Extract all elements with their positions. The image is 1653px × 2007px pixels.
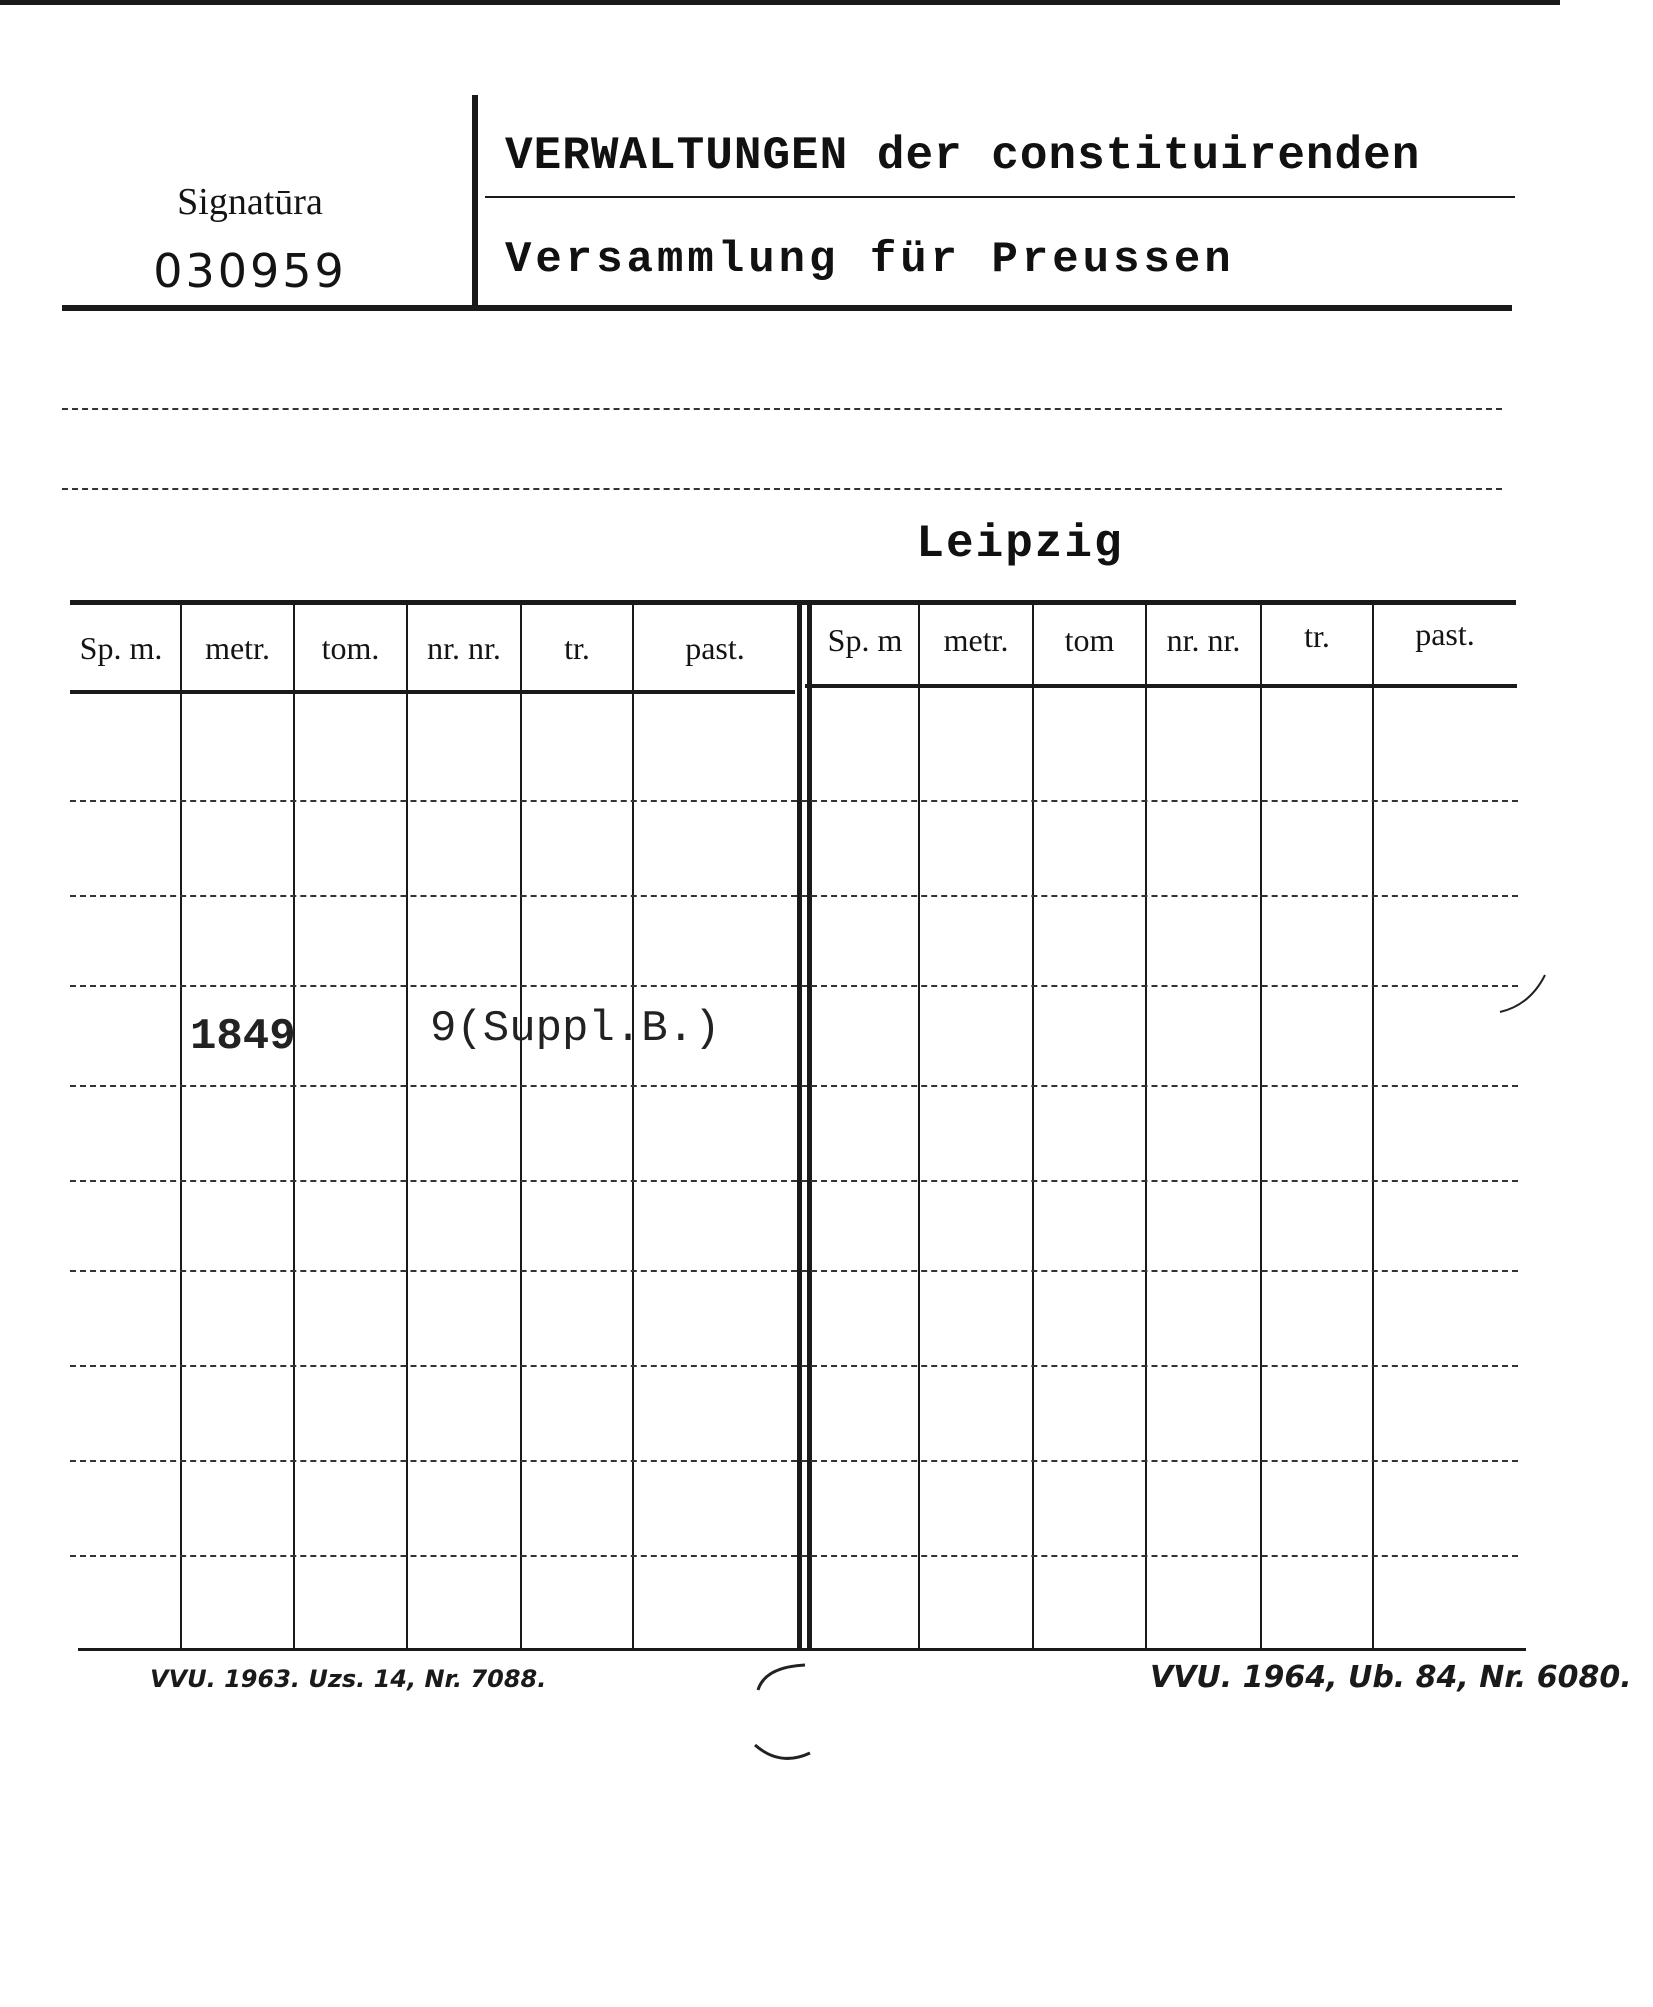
row-line bbox=[70, 1270, 1518, 1272]
center-divider bbox=[807, 600, 812, 1650]
column-line bbox=[293, 605, 295, 1648]
column-line bbox=[632, 605, 634, 1648]
column-line bbox=[918, 605, 920, 1648]
entry-number: 9(Suppl.B.) bbox=[430, 1004, 721, 1054]
place-label: Leipzig bbox=[916, 518, 1124, 570]
column-line bbox=[406, 605, 408, 1648]
row-line bbox=[70, 895, 1518, 897]
handwritten-note-left: VVU. 1963. Uzs. 14, Nr. 7088. bbox=[150, 1665, 547, 1693]
margin-mark bbox=[1495, 970, 1555, 1020]
top-edge-line bbox=[0, 0, 1560, 5]
title-underline bbox=[485, 196, 1515, 198]
header-past-left: past. bbox=[685, 630, 745, 666]
header-divider bbox=[472, 95, 478, 307]
header-sp-m-left: Sp. m. bbox=[79, 630, 163, 666]
ruled-line bbox=[62, 488, 1502, 490]
table-header-rule-left bbox=[70, 690, 795, 694]
handwritten-note-right: VVU. 1964, Ub. 84, Nr. 6080. bbox=[1150, 1660, 1632, 1695]
title-line-1: VERWALTUNGEN der constituirenden bbox=[505, 130, 1421, 182]
header-tom-left: tom. bbox=[321, 630, 380, 666]
header-metr-left: metr. bbox=[205, 630, 270, 666]
punch-mark bbox=[740, 1655, 830, 1775]
row-line bbox=[70, 1085, 1518, 1087]
row-line bbox=[70, 985, 1518, 987]
table-header-rule-right bbox=[805, 684, 1517, 688]
entry-year: 1849 bbox=[190, 1012, 296, 1062]
column-line bbox=[1372, 605, 1374, 1648]
header-metr-right: metr. bbox=[943, 622, 1009, 658]
row-line bbox=[70, 1460, 1518, 1462]
header-sp-m-right: Sp. m bbox=[827, 622, 903, 658]
header-nr-right: nr. nr. bbox=[1166, 622, 1241, 658]
signature-label: Signatūra bbox=[177, 181, 323, 223]
header-tr-left: tr. bbox=[564, 630, 590, 666]
header-tom-right: tom bbox=[1064, 622, 1115, 658]
header-tr-right: tr. bbox=[1304, 618, 1330, 654]
row-line bbox=[70, 1555, 1518, 1557]
header-past-right: past. bbox=[1415, 616, 1475, 652]
column-line bbox=[1260, 605, 1262, 1648]
title-line-2: Versammlung für Preussen bbox=[505, 235, 1235, 285]
row-line bbox=[70, 800, 1518, 802]
table-top-rule bbox=[70, 600, 1516, 605]
column-line bbox=[1032, 605, 1034, 1648]
header-bottom-rule bbox=[62, 305, 1512, 311]
column-line bbox=[520, 605, 522, 1648]
table-bottom-rule bbox=[78, 1648, 1526, 1651]
signature-value: 030959 bbox=[153, 244, 347, 298]
row-line bbox=[70, 1180, 1518, 1182]
center-divider bbox=[797, 600, 802, 1650]
ruled-line bbox=[62, 408, 1502, 410]
row-line bbox=[70, 1365, 1518, 1367]
column-line bbox=[1145, 605, 1147, 1648]
header-nr-left: nr. nr. bbox=[427, 630, 501, 666]
column-line bbox=[180, 605, 182, 1648]
